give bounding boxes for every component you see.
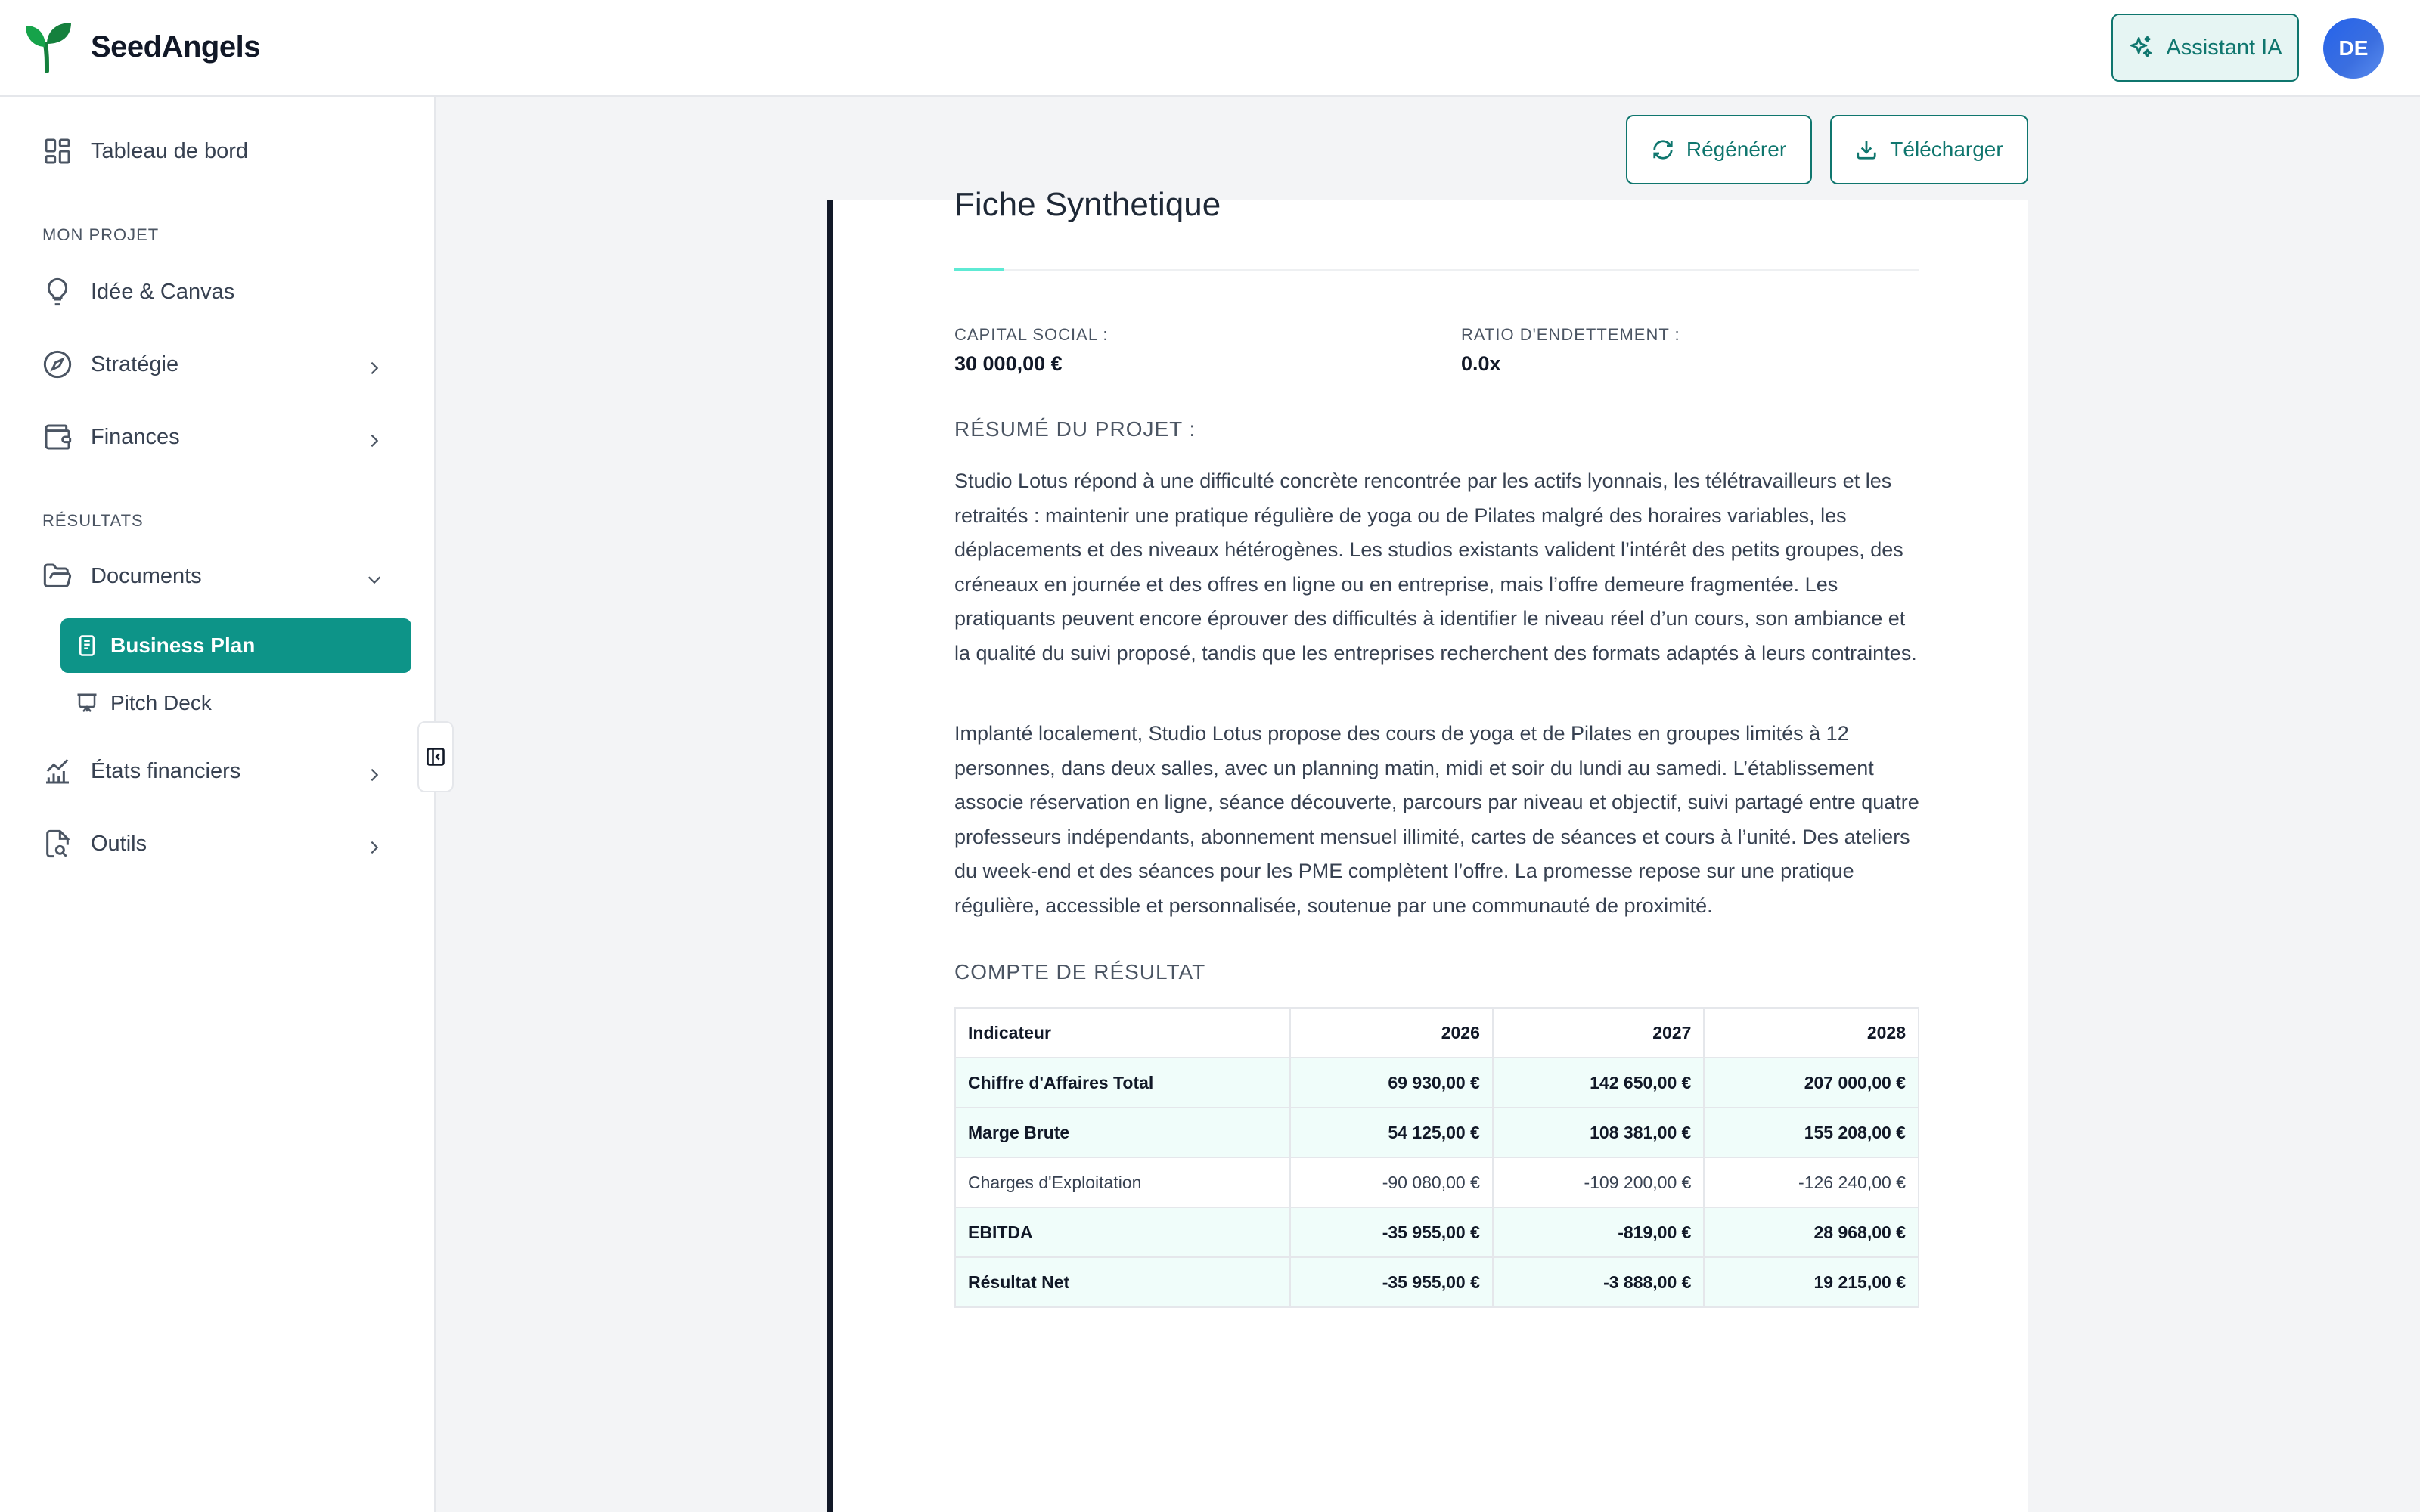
- table-row: [955, 1157, 1919, 1207]
- table-cell: 155 208,00 €: [1704, 1108, 1919, 1157]
- table-cell: -109 200,00 €: [1493, 1157, 1705, 1207]
- download-button[interactable]: [1830, 115, 2028, 184]
- debt-ratio-value: 0.0x: [1461, 352, 1501, 375]
- sidebar-item-label: Tableau de bord: [91, 138, 248, 163]
- table-cell: Charges d'Exploitation: [955, 1157, 1290, 1207]
- assistant-ia-button[interactable]: [2111, 14, 2299, 82]
- table-cell: -819,00 €: [1493, 1207, 1705, 1257]
- download-label: Télécharger: [1890, 138, 2003, 161]
- table-row: [955, 1108, 1919, 1157]
- table-cell: 19 215,00 €: [1704, 1257, 1919, 1307]
- sidebar-item-documents[interactable]: [42, 561, 202, 591]
- lightbulb-icon: [42, 277, 73, 307]
- business-plan-document: [827, 186, 2028, 1512]
- file-search-icon: [42, 829, 73, 859]
- section-label-results: RÉSULTATS: [42, 511, 144, 530]
- table-row: [955, 1257, 1919, 1307]
- sidebar: [0, 97, 436, 1512]
- table-cell: Chiffre d'Affaires Total: [955, 1058, 1290, 1108]
- sidebar-item-financial-statements[interactable]: [42, 756, 240, 786]
- section-label-project: MON PROJET: [42, 225, 160, 244]
- sidebar-item-label: Stratégie: [91, 352, 179, 376]
- table-cell: -90 080,00 €: [1290, 1157, 1493, 1207]
- table-cell: -35 955,00 €: [1290, 1207, 1493, 1257]
- top-header: [0, 0, 2420, 97]
- sidebar-item-label: Finances: [91, 424, 180, 449]
- grid-dashboard-icon: [42, 136, 73, 166]
- wallet-icon: [42, 422, 73, 452]
- summary-heading: RÉSUMÉ DU PROJET :: [954, 417, 1196, 441]
- table-cell: EBITDA: [955, 1207, 1290, 1257]
- income-statement-heading: COMPTE DE RÉSULTAT: [954, 960, 1206, 984]
- document-section-title: Fiche Synthetique: [954, 186, 1221, 223]
- sidebar-collapse-button[interactable]: [417, 721, 454, 792]
- refresh-icon: [1652, 138, 1674, 161]
- income-statement-table: [954, 1007, 1919, 1308]
- table-header-cell: 2028: [1704, 1008, 1919, 1058]
- sidebar-subitem-business-plan[interactable]: [60, 618, 411, 673]
- table-cell: 142 650,00 €: [1493, 1058, 1705, 1108]
- assistant-ia-label: Assistant IA: [2166, 35, 2282, 60]
- table-cell: Résultat Net: [955, 1257, 1290, 1307]
- regenerate-label: Régénérer: [1686, 138, 1787, 161]
- table-cell: -35 955,00 €: [1290, 1257, 1493, 1307]
- download-icon: [1855, 138, 1878, 161]
- sprout-logo-icon: [24, 21, 73, 73]
- user-avatar[interactable]: DE: [2323, 18, 2384, 79]
- sidebar-item-label: Outils: [91, 831, 147, 856]
- table-row: [955, 1207, 1919, 1257]
- sidebar-item-tools[interactable]: [42, 829, 147, 859]
- sidebar-subitem-label: Business Plan: [110, 634, 256, 657]
- capital-label: CAPITAL SOCIAL :: [954, 325, 1109, 344]
- table-header-cell: 2026: [1290, 1008, 1493, 1058]
- app-logo[interactable]: [24, 21, 260, 73]
- table-row: [955, 1058, 1919, 1108]
- regenerate-button[interactable]: [1626, 115, 1812, 184]
- chevron-right-icon[interactable]: [366, 360, 383, 376]
- sidebar-item-label: Documents: [91, 563, 202, 588]
- table-cell: -126 240,00 €: [1704, 1157, 1919, 1207]
- chevron-down-icon[interactable]: [366, 572, 383, 588]
- table-header-row: [955, 1008, 1919, 1058]
- summary-paragraph-1: Studio Lotus répond à une difficulté concrète rencontrée par les actifs lyonnais, les télétravailleurs et les retraités : maintenir une pratique régulière de yoga ou de Pilates malgré des horaires variables, les déplacements et des niveaux hétérogènes. Les studios existants valident l’intérêt des petits groupes, des créneaux en journée et des offres en ligne ou en entreprise, mais l’offre demeure fragmentée. Les pratiquants peuvent encore éprouver des difficultés à identifier le niveau réel d’un cours, son ambiance et la qualité du suivi proposé, tandis que les entreprises recherchent des formats adaptés à leurs contraintes.: [954, 469, 1917, 665]
- sidebar-item-finances[interactable]: [42, 422, 180, 452]
- table-cell: 28 968,00 €: [1704, 1207, 1919, 1257]
- chevron-right-icon[interactable]: [366, 839, 383, 856]
- document-icon: [76, 634, 98, 657]
- chevron-right-icon[interactable]: [366, 432, 383, 449]
- sparkles-icon: [2128, 35, 2154, 60]
- sidebar-item-dashboard[interactable]: [42, 136, 248, 166]
- panel-collapse-icon: [425, 746, 446, 767]
- sidebar-subitem-label: Pitch Deck: [110, 691, 212, 714]
- title-divider: [954, 269, 1919, 271]
- sidebar-item-idea-canvas[interactable]: [42, 277, 234, 307]
- summary-paragraph-2: Implanté localement, Studio Lotus propose des cours de yoga et de Pilates en groupes limités à 12 personnes, dans deux salles, avec un planning matin, midi et soir du lundi au samedi. L’établissement associe réservation en ligne, séance découverte, parcours par niveau et objectif, suivi partagé entre quatre professeurs indépendants, abonnement mensuel illimité, cartes de séances et cours à l’unité. Des ateliers du week-end et des séances pour les PME complètent l’offre. La promesse repose sur une pratique régulière, accessible et personnalisée, soutenue par une communauté de proximité.: [954, 722, 1919, 917]
- sidebar-item-label: États financiers: [91, 758, 241, 783]
- table-cell: 54 125,00 €: [1290, 1108, 1493, 1157]
- sidebar-subitem-pitch-deck[interactable]: [76, 691, 212, 715]
- table-cell: -3 888,00 €: [1493, 1257, 1705, 1307]
- table-cell: 207 000,00 €: [1704, 1058, 1919, 1108]
- presentation-icon: [76, 692, 98, 714]
- debt-ratio-label: RATIO D'ENDETTEMENT :: [1461, 325, 1680, 344]
- table-header-cell: 2027: [1493, 1008, 1705, 1058]
- folder-open-icon: [42, 561, 73, 591]
- app-name: SeedAngels: [91, 29, 260, 64]
- title-accent-bar: [954, 268, 1004, 271]
- table-cell: 69 930,00 €: [1290, 1058, 1493, 1108]
- compass-icon: [42, 349, 73, 380]
- table-header-cell: Indicateur: [955, 1008, 1290, 1058]
- sidebar-item-label: Idée & Canvas: [91, 279, 235, 304]
- table-cell: Marge Brute: [955, 1108, 1290, 1157]
- table-cell: 108 381,00 €: [1493, 1108, 1705, 1157]
- sidebar-item-strategy[interactable]: [42, 349, 178, 380]
- chart-trend-icon: [42, 756, 73, 786]
- chevron-right-icon[interactable]: [366, 767, 383, 783]
- capital-value: 30 000,00 €: [954, 352, 1063, 375]
